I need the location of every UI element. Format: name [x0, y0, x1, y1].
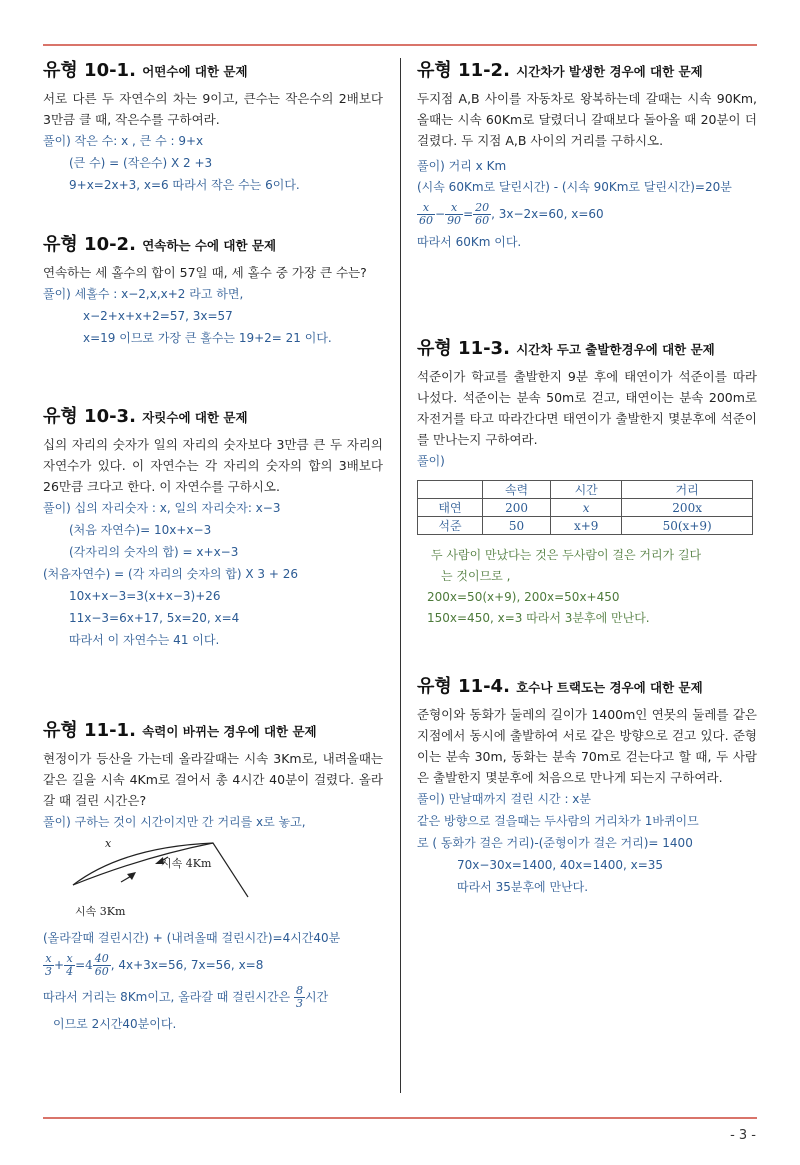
solution-line: (올라갈때 걸린시간) + (내려올때 걸린시간)=4시간40분 — [43, 931, 341, 945]
table-cell: x+9 — [551, 517, 622, 535]
solution-line: 11x−3=6x+17, 5x=20, x=4 — [69, 611, 240, 625]
problem-text: 서로 다른 두 자연수의 차는 9이고, 큰수는 작은수의 2배보다 3만큼 클 때, 작은수를 구하여라. — [43, 91, 383, 127]
path-diagram-svg — [63, 837, 263, 927]
diagram-up-label: 시속 3Km — [75, 905, 126, 918]
problem-text: 두지점 A,B 사이를 자동차로 왕복하는데 갈때는 시속 90Km, 올때는 시속 60Km로 달렸더니 갈때보다 돌아올 때 20분이 더 걸렸다. 두 지점 A,B 사이의 거리를 구하시오. — [417, 91, 757, 148]
fraction: $\frac{8}{3}$ — [295, 984, 303, 1010]
table-cell: 50(x+9) — [622, 517, 753, 535]
fraction: $\frac{x}{3}$ — [45, 952, 52, 978]
table-cell: 50 — [483, 517, 551, 535]
table-cell: 200 — [483, 499, 551, 517]
mountain-path-diagram — [63, 837, 263, 927]
problem-text: 준형이와 동화가 둘레의 길이가 1400m인 연못의 둘레를 같은 지점에서 동시에 출발하여 서로 같은 방향으로 걷고 있다. 준형이는 분속 30m, 동화는 분속 70m로 걷는다고 할 때, 두 사람은 출발한지 몇분후에 처음으로 만나게 되는지 구하여라. — [417, 707, 757, 785]
solution-line: 풀이) 만날때까지 걸린 시간 : x분 — [417, 792, 592, 806]
solution-line: 로 ( 동화가 걸은 거리)-(준형이가 걸은 거리)= 1400 — [417, 836, 693, 850]
solution-line: 200x=50(x+9), 200x=50x+450 — [427, 590, 620, 604]
top-rule — [43, 44, 757, 46]
table-header: 속력 — [483, 481, 551, 499]
section-11-1 — [43, 716, 383, 1035]
solution-line: 따라서 35분후에 만난다. — [457, 880, 589, 894]
section-title: 유형 10-1. 어떤수에 대한 문제 — [43, 60, 248, 81]
problem-text: 석준이가 학교를 출발한지 9분 후에 태연이가 석준이를 따라 나섰다. 석준이는 분속 50m로 걷고, 태연이는 분속 200m로 자전거를 타고 따라간다면 태연이가 출발한지 몇분후에 석준이를 만나는지 구하여라. — [417, 369, 757, 447]
solution-line: 풀이) 세홀수 : x−2,x,x+2 라고 하면, — [43, 287, 244, 301]
fraction: $\frac{x}{90}$ — [447, 201, 462, 227]
section-11-4 — [417, 672, 757, 898]
problem-text: 연속하는 세 홀수의 합이 57일 때, 세 홀수 중 가장 큰 수는? — [43, 265, 367, 280]
solution-line: 풀이) 작은 수: x , 큰 수 : 9+x — [43, 134, 204, 148]
solution-line: (처음 자연수)= 10x+x−3 — [69, 523, 212, 537]
table-cell: x — [551, 499, 622, 517]
fraction: $\frac{20}{60}$ — [475, 201, 490, 227]
section-11-2 — [417, 56, 757, 253]
solution-line: 따라서 60Km 이다. — [417, 235, 522, 249]
section-10-3 — [43, 402, 383, 651]
table-header: 시간 — [551, 481, 622, 499]
page-number: - 3 - — [730, 1128, 756, 1143]
solution-line: (시속 60Km로 달린시간) - (시속 90Km로 달린시간)=20분 — [417, 180, 732, 194]
section-11-3 — [417, 334, 757, 629]
section-title: 유형 11-2. 시간차가 발생한 경우에 대한 문제 — [417, 60, 703, 81]
fraction: $\frac{40}{60}$ — [94, 952, 109, 978]
solution-line: (처음자연수) = (각 자리의 숫자의 합) X 3 + 26 — [43, 567, 298, 581]
problem-text: 현정이가 등산을 가는데 올라갈때는 시속 3Km로, 내려올때는 같은 길을 시속 4Km로 걸어서 총 4시간 40분이 걸렸다. 올라갈 때 걸린 시간은? — [43, 751, 383, 808]
table-header-row — [418, 481, 753, 499]
solution-line: x−2+x+x+2=57, 3x=57 — [83, 309, 233, 323]
solution-line: (각자리의 숫자의 합) = x+x−3 — [69, 545, 239, 559]
fraction: $\frac{x}{4}$ — [66, 952, 74, 978]
section-title: 유형 10-3. 자릿수에 대한 문제 — [43, 406, 248, 427]
solution-line: 이므로 2시간40분이다. — [53, 1017, 177, 1031]
fraction: $\frac{x}{60}$ — [419, 201, 433, 227]
solution-line: x=19 이므로 가장 큰 홀수는 19+2= 21 이다. — [83, 331, 332, 345]
solution-line: 따라서 거리는 8Km이고, 올라갈 때 걸린시간은 $\frac{8}{3}$ 시간 — [43, 984, 329, 1010]
table-cell: 200x — [622, 499, 753, 517]
solution-line: 풀이) — [417, 454, 445, 468]
solution-line: 풀이) 십의 자리숫자 : x, 일의 자리숫자: x−3 — [43, 501, 281, 515]
table-row — [418, 517, 753, 535]
solution-line: (큰 수) = (작은수) X 2 +3 — [69, 156, 213, 170]
diagram-x-label: x — [105, 837, 112, 850]
section-title: 유형 11-3. 시간차 두고 출발한경우에 대한 문제 — [417, 338, 715, 359]
table-row — [418, 499, 753, 517]
section-title: 유형 11-4. 호수나 트랙도는 경우에 대한 문제 — [417, 676, 703, 697]
solution-line: 풀이) 거리 x Km — [417, 159, 507, 173]
solution-line: 풀이) 구하는 것이 시간이지만 간 거리를 x로 놓고, — [43, 815, 306, 829]
solution-line: 70x−30x=1400, 40x=1400, x=35 — [457, 858, 664, 872]
section-title: 유형 11-1. 속력이 바뀌는 경우에 대한 문제 — [43, 720, 317, 741]
table-cell: 석준 — [418, 517, 483, 535]
solution-line: 는 것이므로 , — [441, 569, 511, 583]
bottom-rule — [43, 1117, 757, 1119]
solution-line: 두 사람이 만났다는 것은 두사람이 걸은 거리가 길다 — [431, 548, 702, 562]
column-divider — [400, 58, 401, 1093]
section-10-2 — [43, 230, 383, 349]
speed-table — [417, 480, 753, 535]
section-10-1 — [43, 56, 383, 196]
solution-line: 따라서 이 자연수는 41 이다. — [69, 633, 220, 647]
section-title: 유형 10-2. 연속하는 수에 대한 문제 — [43, 234, 277, 255]
fraction-equation: $\frac{x}{3}$ + $\frac{x}{4}$ =4 $\frac{40}{60}$ , 4x+3x=56, 7x=56, x=8 — [45, 952, 264, 978]
table-header — [418, 481, 483, 499]
table-cell: 태연 — [418, 499, 483, 517]
solution-line: 150x=450, x=3 따라서 3분후에 만난다. — [427, 611, 650, 625]
solution-line: 9+x=2x+3, x=6 따라서 작은 수는 6이다. — [69, 178, 300, 192]
solution-line: 같은 방향으로 걸을때는 두사람의 거리차가 1바퀴이므 — [417, 814, 699, 828]
fraction-equation: $\frac{x}{60}$ − $\frac{x}{90}$ = $\frac{20}{60}$ , 3x−2x=60, x=60 — [419, 201, 604, 227]
problem-text: 십의 자리의 숫자가 일의 자리의 숫자보다 3만큼 큰 두 자리의 자연수가 있다. 이 자연수는 각 자리의 숫자의 합의 3배보다 26만큼 크다고 한다. 이 자연수를 구하시오. — [43, 437, 383, 494]
table-header: 거리 — [622, 481, 753, 499]
solution-line: 10x+x−3=3(x+x−3)+26 — [69, 589, 221, 603]
diagram-down-label: 시속 4Km — [161, 857, 212, 870]
